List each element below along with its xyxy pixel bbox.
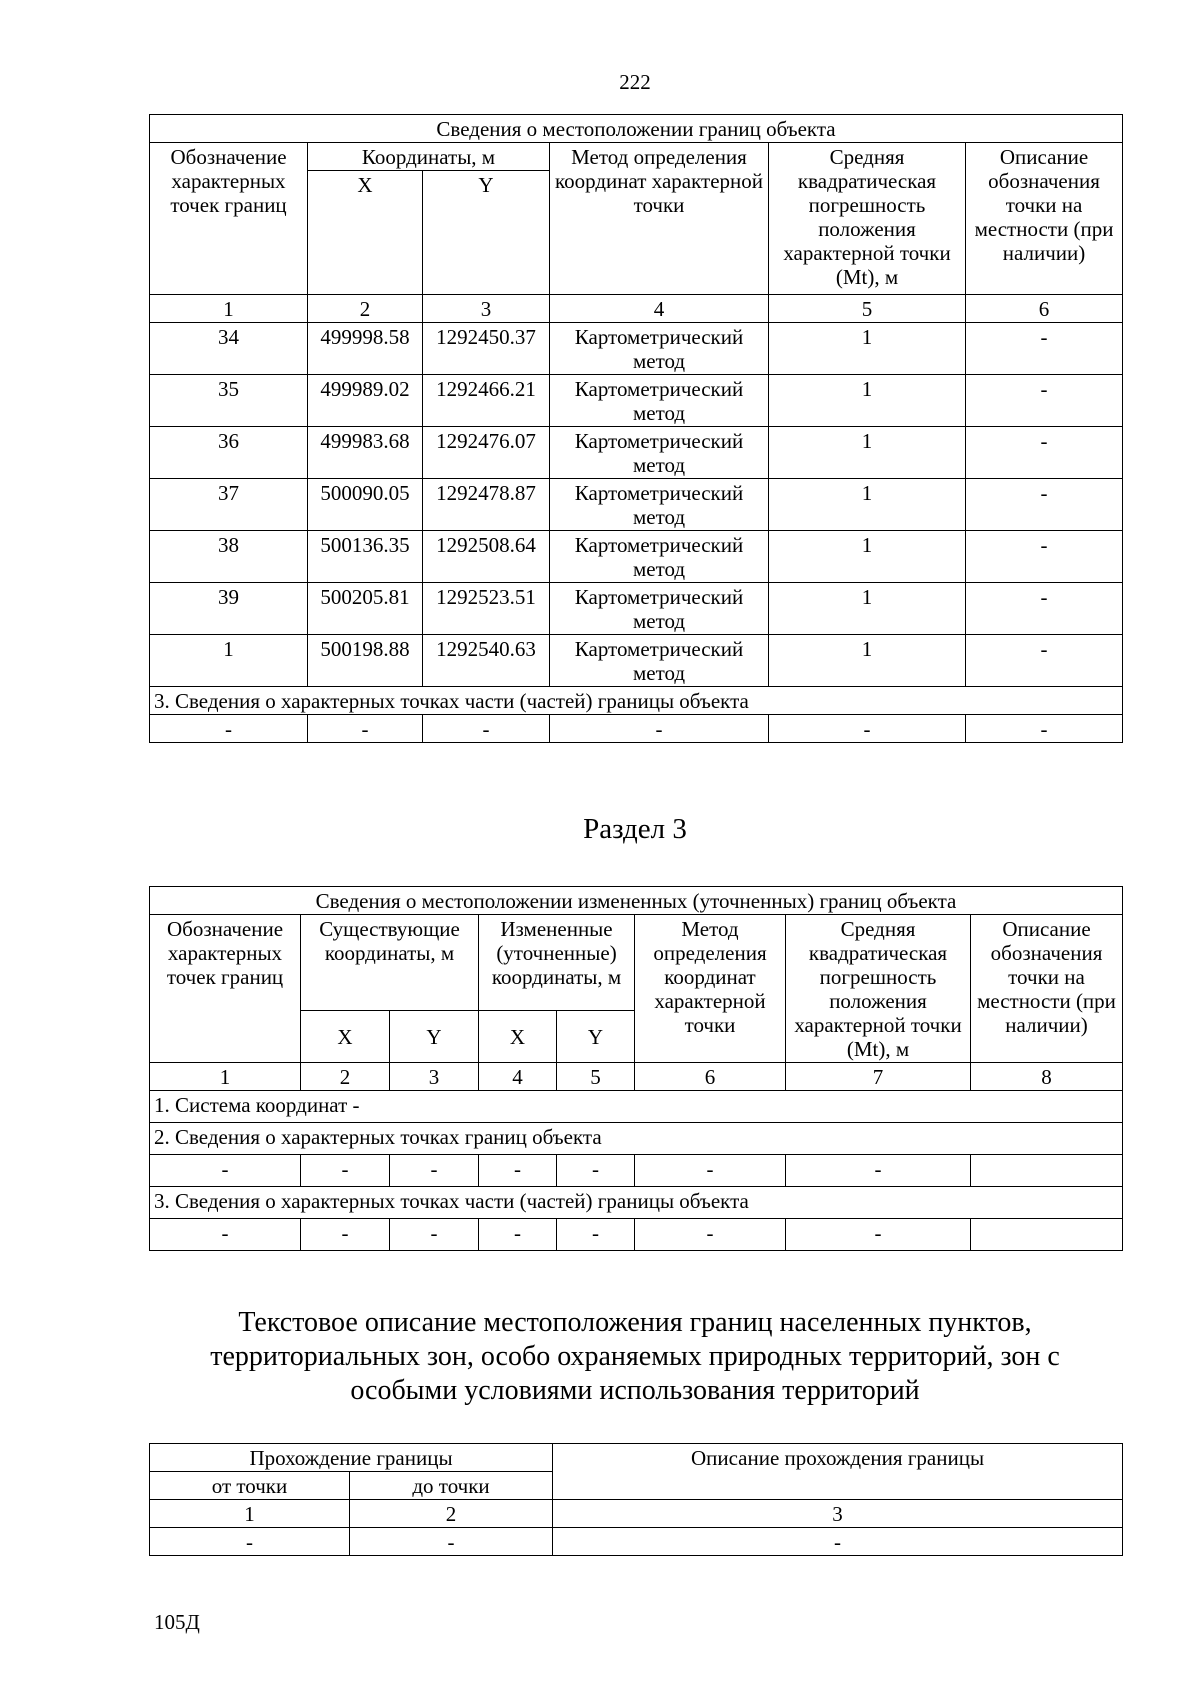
empty-cell: - [966, 715, 1123, 743]
point-id: 36 [150, 427, 308, 479]
point-id: 1 [150, 635, 308, 687]
header-description: Описание обозначения точки на местности (при наличии) [971, 915, 1123, 1063]
empty-cell: - [786, 1155, 971, 1187]
header-changed-coords: Измененные (уточненные) координаты, м [479, 915, 635, 1011]
empty-cell: - [301, 1219, 390, 1251]
boundary-points-table [149, 114, 1123, 743]
table1-caption: Сведения о местоположении границ объекта [150, 115, 1123, 143]
table-row [150, 427, 1123, 479]
empty-cell: - [553, 1528, 1123, 1556]
error: 1 [769, 375, 966, 427]
col-number: 3 [423, 295, 550, 323]
col-number: 7 [786, 1063, 971, 1091]
empty-cell: - [479, 1219, 557, 1251]
table-row [150, 375, 1123, 427]
empty-cell [971, 1155, 1123, 1187]
empty-cell: - [390, 1155, 479, 1187]
footer-code: 105Д [154, 1610, 200, 1634]
desc: - [966, 427, 1123, 479]
header-method: Метод определения координат характерной точки [635, 915, 786, 1063]
parts-section-label: 3. Сведения о характерных точках части (частей) границы объекта [150, 687, 1123, 715]
empty-cell: - [308, 715, 423, 743]
error: 1 [769, 531, 966, 583]
col-number: 3 [553, 1500, 1123, 1528]
error: 1 [769, 583, 966, 635]
header-y: Y [423, 171, 550, 295]
table-row [150, 531, 1123, 583]
header-x-changed: X [479, 1011, 557, 1063]
table2-caption: Сведения о местоположении измененных (уточненных) границ объекта [150, 887, 1123, 915]
section-heading: Раздел 3 [583, 813, 687, 845]
point-id: 35 [150, 375, 308, 427]
empty-cell: - [390, 1219, 479, 1251]
empty-cell: - [550, 715, 769, 743]
header-passage-description: Описание прохождения границы [553, 1444, 1123, 1500]
coord-y: 1292466.21 [423, 375, 550, 427]
point-id: 37 [150, 479, 308, 531]
coord-x: 499998.58 [308, 323, 423, 375]
empty-cell: - [423, 715, 550, 743]
desc: - [966, 531, 1123, 583]
empty-cell: - [635, 1155, 786, 1187]
header-y-existing: Y [390, 1011, 479, 1063]
table-row [150, 1219, 1123, 1251]
col-number: 3 [390, 1063, 479, 1091]
points-section-label: 2. Сведения о характерных точках границ объекта [150, 1123, 1123, 1155]
coord-x: 500198.88 [308, 635, 423, 687]
text-description-title: Текстовое описание местоположения границ населенных пунктов, территориальных зон, особо охраняемых природных территорий, зон с особыми условиями использования территорий [210, 1307, 1060, 1406]
table-row [150, 715, 1123, 743]
header-method: Метод определения координат характерной точки [550, 143, 769, 295]
method: Картометрический метод [550, 583, 769, 635]
coord-y: 1292450.37 [423, 323, 550, 375]
desc: - [966, 635, 1123, 687]
col-number: 2 [350, 1500, 553, 1528]
coord-y: 1292523.51 [423, 583, 550, 635]
point-id: 38 [150, 531, 308, 583]
method: Картометрический метод [550, 323, 769, 375]
coord-y: 1292478.87 [423, 479, 550, 531]
method: Картометрический метод [550, 375, 769, 427]
empty-cell: - [557, 1219, 635, 1251]
col-number: 2 [308, 295, 423, 323]
header-error: Средняя квадратическая погрешность положения характерной точки (Mt), м [786, 915, 971, 1063]
col-number: 6 [635, 1063, 786, 1091]
col-number: 5 [557, 1063, 635, 1091]
header-error: Средняя квадратическая погрешность положения характерной точки (Mt), м [769, 143, 966, 295]
table-row [150, 583, 1123, 635]
coord-y: 1292540.63 [423, 635, 550, 687]
error: 1 [769, 427, 966, 479]
parts-section-label: 3. Сведения о характерных точках части (частей) границы объекта [150, 1187, 1123, 1219]
col-number: 1 [150, 295, 308, 323]
desc: - [966, 375, 1123, 427]
empty-cell: - [350, 1528, 553, 1556]
boundary-passage-table [149, 1443, 1123, 1556]
point-id: 39 [150, 583, 308, 635]
header-x: X [308, 171, 423, 295]
col-number: 4 [550, 295, 769, 323]
empty-cell: - [150, 1155, 301, 1187]
table-row [150, 479, 1123, 531]
table-row [150, 1528, 1123, 1556]
header-from-point: от точки [150, 1472, 350, 1500]
header-coordinates: Координаты, м [308, 143, 550, 171]
error: 1 [769, 635, 966, 687]
header-to-point: до точки [350, 1472, 553, 1500]
col-number: 1 [150, 1063, 301, 1091]
col-number: 4 [479, 1063, 557, 1091]
coord-x: 499983.68 [308, 427, 423, 479]
coord-x: 500090.05 [308, 479, 423, 531]
header-passage: Прохождение границы [150, 1444, 553, 1472]
empty-cell: - [150, 1219, 301, 1251]
table-row [150, 323, 1123, 375]
coord-x: 500205.81 [308, 583, 423, 635]
point-id: 34 [150, 323, 308, 375]
coord-system-label: 1. Система координат - [150, 1091, 1123, 1123]
method: Картометрический метод [550, 427, 769, 479]
empty-cell: - [150, 715, 308, 743]
method: Картометрический метод [550, 635, 769, 687]
coord-y: 1292508.64 [423, 531, 550, 583]
desc: - [966, 479, 1123, 531]
empty-cell [971, 1219, 1123, 1251]
coord-x: 499989.02 [308, 375, 423, 427]
empty-cell: - [635, 1219, 786, 1251]
error: 1 [769, 323, 966, 375]
method: Картометрический метод [550, 531, 769, 583]
header-x-existing: X [301, 1011, 390, 1063]
empty-cell: - [479, 1155, 557, 1187]
header-existing-coords: Существующие координаты, м [301, 915, 479, 1011]
header-y-changed: Y [557, 1011, 635, 1063]
empty-cell: - [786, 1219, 971, 1251]
desc: - [966, 323, 1123, 375]
coord-x: 500136.35 [308, 531, 423, 583]
col-number: 8 [971, 1063, 1123, 1091]
col-number: 2 [301, 1063, 390, 1091]
desc: - [966, 583, 1123, 635]
empty-cell: - [769, 715, 966, 743]
empty-cell: - [301, 1155, 390, 1187]
changed-boundaries-table [149, 886, 1123, 1251]
coord-y: 1292476.07 [423, 427, 550, 479]
page-number: 222 [619, 70, 651, 94]
col-number: 5 [769, 295, 966, 323]
table-row [150, 635, 1123, 687]
header-designation: Обозначение характерных точек границ [150, 143, 308, 295]
col-number: 6 [966, 295, 1123, 323]
header-designation: Обозначение характерных точек границ [150, 915, 301, 1063]
error: 1 [769, 479, 966, 531]
header-description: Описание обозначения точки на местности (при наличии) [966, 143, 1123, 295]
empty-cell: - [557, 1155, 635, 1187]
col-number: 1 [150, 1500, 350, 1528]
table-row [150, 1155, 1123, 1187]
empty-cell: - [150, 1528, 350, 1556]
method: Картометрический метод [550, 479, 769, 531]
